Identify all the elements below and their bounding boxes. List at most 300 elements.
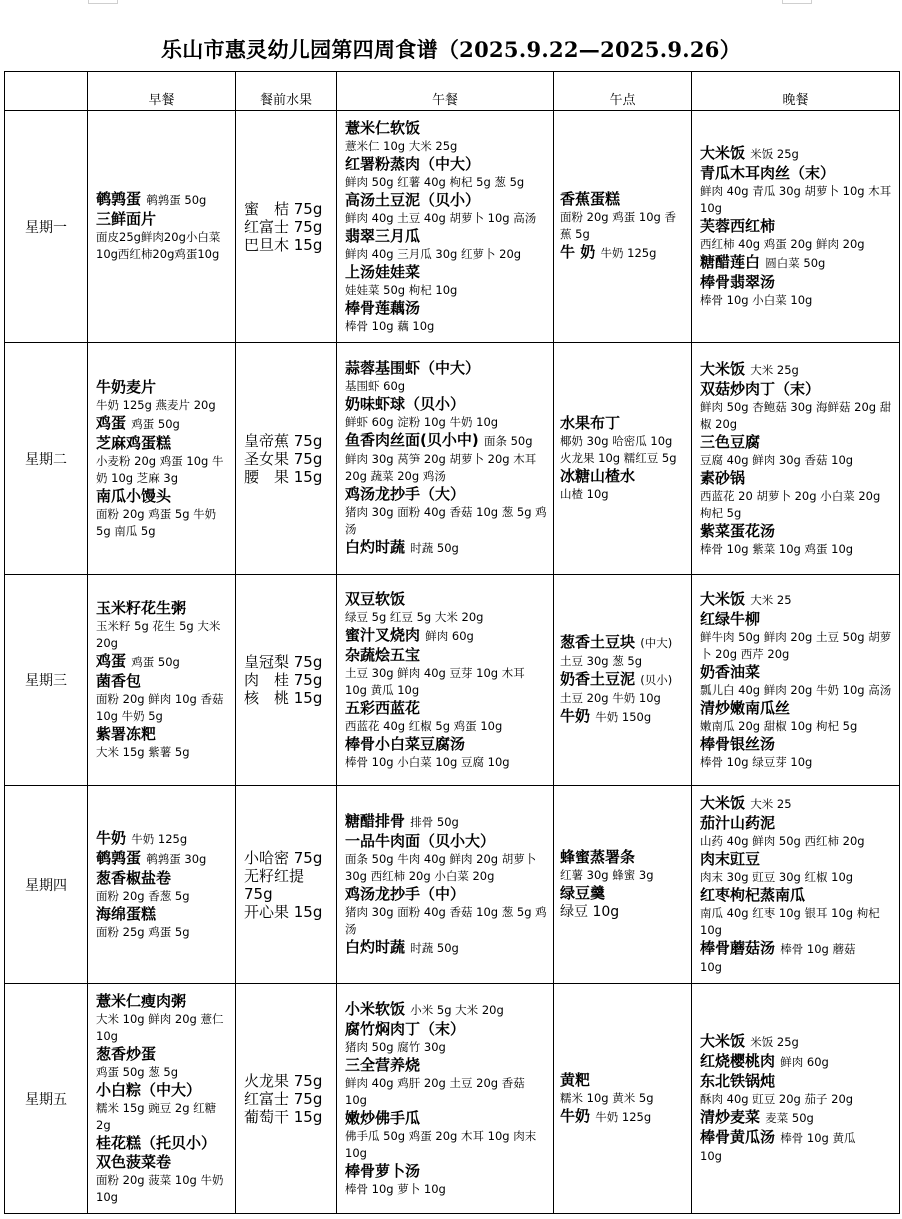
dish-name: [700, 794, 893, 814]
menu-table: [4, 71, 900, 1214]
dish-inline-ingredients: 麦菜 50g: [765, 1111, 814, 1125]
dish-name: [560, 707, 685, 727]
dish-name: [96, 1134, 229, 1153]
dinner-cell: [692, 343, 900, 575]
dish-name: [700, 164, 893, 183]
dish-name: [96, 1045, 229, 1064]
dish-title: 鱼香肉丝面(贝小中): [345, 431, 479, 449]
dish-name: [560, 190, 685, 209]
dish-title: 海绵蛋糕: [96, 904, 157, 923]
dish-ingredients: 西蓝花 20 胡萝卜 20g 小白菜 20g 枸杞 5g: [700, 488, 881, 520]
dish-ingredients: 10g: [700, 1149, 722, 1163]
dish-inline-ingredients: 小米 5g 大米 20g: [410, 1002, 504, 1017]
dish-title: 红绿牛柳: [700, 609, 761, 628]
dinner-cell: [692, 984, 900, 1214]
dish-title: 牛奶: [560, 1106, 591, 1125]
dish-name: [345, 227, 547, 246]
dish-ingredients: 猪肉 50g 腐竹 30g: [345, 1039, 446, 1054]
dish-inline-ingredients: 鸡蛋 50g: [131, 655, 180, 669]
dish-ingredients: 鲜肉 40g 青瓜 30g 胡萝卜 10g 木耳 10g: [700, 184, 892, 215]
dish-name: [96, 599, 229, 618]
dish-name: [700, 217, 893, 236]
dish-inline-ingredients: 牛奶 150g: [595, 710, 652, 724]
dish-name: [345, 538, 547, 558]
dish-title: 牛奶: [96, 828, 127, 847]
dish-ingredients: 嫩南瓜 20g 甜椒 10g 枸杞 5g: [700, 718, 858, 733]
fruit-item: 核 桃 15g: [244, 689, 323, 707]
fruit-cell: [236, 575, 337, 786]
dish-ingredients: 面粉 20g 鸡蛋 10g 香蕉 5g: [560, 210, 676, 241]
dish-title: 大米饭: [700, 589, 746, 608]
dish-ingredients: 面粉 20g 菠菜 10g 牛奶 10g: [96, 1172, 224, 1204]
dish-name: [700, 469, 893, 488]
lunch-cell: [337, 111, 554, 343]
dish-title: 大米饭: [700, 144, 746, 162]
dish-ingredients: 棒骨 10g 绿豆芽 10g: [700, 754, 813, 769]
dish-ingredients: 鲜肉 40g 三月瓜 30g 红萝卜 20g: [345, 246, 522, 261]
dish-title: 黄粑: [560, 1070, 591, 1089]
dish-title: 薏米仁瘦肉粥: [96, 991, 187, 1010]
dish-title: 蒜蓉基围虾（中大）: [345, 359, 481, 377]
dish-name: [700, 590, 893, 610]
fruit-item: 无籽红提: [244, 866, 305, 885]
dish-title: 三全营养烧: [345, 1055, 421, 1074]
dish-name: [560, 670, 685, 690]
fruit-item: 圣女果 75g: [244, 449, 323, 468]
dish-ingredients: 面粉 20g 鲜肉 10g 香菇 10g 牛奶 5g: [96, 692, 224, 723]
dish-name: [345, 119, 547, 138]
dish-name: [345, 626, 547, 646]
dish-inline-ingredients: (中大): [640, 636, 673, 650]
snack-cell: [554, 575, 692, 786]
dish-name: [560, 1071, 685, 1090]
dish-title: 蜂蜜蒸署条: [560, 847, 636, 866]
dish-title: 棒骨莲藕汤: [345, 298, 421, 317]
day-row: [5, 786, 900, 984]
dish-title: 鸡汤龙抄手（大）: [345, 485, 466, 503]
dish-ingredients: 鲜肉 50g 杏鲍菇 30g 海鲜菇 20g 甜椒 20g: [700, 399, 892, 431]
day-row: [5, 111, 900, 343]
dish-inline-ingredients: 鲜肉 60g: [425, 628, 474, 643]
dish-name: [560, 467, 685, 486]
dish-title: 五彩西蓝花: [345, 698, 421, 717]
dish-title: 芝麻鸡蛋糕: [96, 433, 172, 452]
dish-title: 素砂锅: [700, 468, 746, 487]
header-blank: [5, 72, 88, 111]
day-label: 星期二: [5, 343, 88, 575]
dish-title: 东北铁锅炖: [700, 1072, 776, 1090]
dish-name: [96, 869, 229, 888]
dish-inline-ingredients: 面条 50g: [483, 434, 533, 448]
dish-name: [700, 253, 893, 273]
dish-name: [96, 829, 229, 849]
dish-name: [700, 610, 893, 629]
dish-inline-ingredients: 米饭 25g: [750, 1035, 799, 1049]
dish-inline-ingredients: 棒骨 10g 黄瓜: [780, 1131, 856, 1145]
dish-name: [345, 735, 547, 754]
fruit-item: 腰 果 15g: [244, 467, 323, 486]
dish-ingredients: 猪肉 30g 面粉 40g 香菇 10g 葱 5g 鸡汤: [345, 505, 547, 536]
dish-title: 南瓜小馒头: [96, 486, 172, 505]
dish-name: [700, 433, 893, 452]
dish-name: [700, 1072, 893, 1091]
dish-title: 小米软饭: [345, 999, 406, 1018]
dish-name: [345, 395, 547, 414]
dish-name: [96, 652, 229, 672]
dish-ingredients: 基围虾 60g: [345, 379, 406, 393]
dish-name: [700, 814, 893, 833]
day-row: [5, 984, 900, 1214]
dish-title: 肉末豇豆: [700, 849, 761, 868]
dish-title: 糖醋排骨: [345, 811, 406, 830]
dish-ingredients: 小麦粉 20g 鸡蛋 10g 牛奶 10g 芝麻 3g: [96, 453, 224, 485]
dish-inline-ingredients: 牛奶 125g: [600, 246, 657, 260]
dish-inline-ingredients: 大米 25: [750, 592, 792, 607]
dish-title: 棒骨蘑菇汤: [700, 938, 776, 957]
dish-ingredients: 棒骨 10g 萝卜 10g: [345, 1181, 446, 1196]
day-label: 星期三: [5, 575, 88, 786]
fruit-item: 火龙果 75g: [244, 1071, 323, 1090]
dish-title: 棒骨翡翠汤: [700, 273, 776, 291]
dish-inline-ingredients: 大米 25g: [750, 362, 799, 377]
dish-title: 紫署冻粑: [96, 725, 157, 743]
dish-title: 菌香包: [96, 672, 142, 690]
fruit-item: 75g: [244, 884, 273, 903]
dish-inline-ingredients: 鲜肉 60g: [780, 1055, 829, 1069]
lunch-cell: [337, 575, 554, 786]
dish-ingredients: 棒骨 10g 小白菜 10g: [700, 293, 813, 307]
dish-ingredients: 糯米 15g 豌豆 2g 红糖 2g: [96, 1100, 217, 1132]
dish-inline-ingredients: 时蔬 50g: [410, 940, 459, 955]
dish-ingredients: 糯米 10g 黄米 5g: [560, 1090, 654, 1105]
dish-inline-ingredients: 牛奶 125g: [595, 1109, 652, 1124]
dish-ingredients: 瓢儿白 40g 鲜肉 20g 牛奶 10g 高汤: [700, 682, 892, 697]
dish-ingredients: 棒骨 10g 紫菜 10g 鸡蛋 10g: [700, 541, 854, 556]
dish-title: 紫菜蛋花汤: [700, 521, 776, 540]
dish-inline-ingredients: 牛奶 125g: [131, 831, 188, 846]
dish-ingredients: 山药 40g 鲜肉 50g 西红柿 20g: [700, 833, 865, 848]
dish-name: [96, 672, 229, 691]
dish-title: 牛奶: [560, 707, 591, 725]
dish-title: 白灼时蔬: [345, 937, 406, 956]
dish-ingredients: 酥肉 40g 豇豆 20g 茄子 20g: [700, 1092, 854, 1106]
dish-name: [345, 263, 547, 282]
dish-inline-ingredients: 鹌鹑蛋 30g: [146, 851, 207, 866]
dish-title: 红烧樱桃肉: [700, 1052, 776, 1070]
dish-name: [560, 848, 685, 867]
dish-title: 双色菠菜卷: [96, 1152, 172, 1171]
dish-inline-ingredients: 棒骨 10g 蘑菇: [780, 941, 856, 956]
dish-name: [96, 210, 229, 229]
dish-ingredients: 面皮25g鲜肉20g小白菜10g西红柿20g鸡蛋10g: [96, 230, 221, 261]
day-label: 星期一: [5, 111, 88, 343]
snack-cell: [554, 984, 692, 1214]
dish-name: [560, 1107, 685, 1127]
dish-name: [345, 191, 547, 210]
dish-title: 牛 奶: [560, 243, 596, 261]
dish-name: [700, 380, 893, 399]
dish-name: [345, 1109, 547, 1128]
fruit-item: 开心果 15g: [244, 902, 323, 921]
dish-title: 白灼时蔬: [345, 538, 406, 556]
dish-name: [700, 273, 893, 292]
header-breakfast: 早餐: [88, 72, 236, 111]
dish-title: 蜜汁叉烧肉: [345, 625, 421, 644]
dish-name: [345, 1000, 547, 1020]
dish-title: 鸡蛋: [96, 413, 127, 432]
dish-ingredients: 鲜肉 40g 土豆 40g 胡萝卜 10g 高汤: [345, 210, 537, 225]
dish-name: [345, 431, 547, 451]
fruit-cell: [236, 984, 337, 1214]
day-row: [5, 575, 900, 786]
dish-inline-ingredients: 鹌鹑蛋 50g: [146, 193, 207, 207]
dish-title: 棒骨黄瓜汤: [700, 1128, 776, 1146]
dish-name: [96, 378, 229, 397]
dish-title: 香蕉蛋糕: [560, 190, 621, 208]
dish-title: 葱香土豆块: [560, 633, 636, 651]
dish-title: 玉米籽花生粥: [96, 599, 187, 617]
fruit-cell: [236, 786, 337, 984]
dish-title: 水果布丁: [560, 414, 621, 432]
dish-title: 上汤娃娃菜: [345, 262, 421, 281]
dish-title: 牛奶麦片: [96, 377, 157, 396]
dish-title: 翡翠三月瓜: [345, 226, 421, 245]
day-label: 星期四: [5, 786, 88, 984]
dinner-cell: [692, 111, 900, 343]
dish-name: [345, 1162, 547, 1181]
dish-title: 红枣枸杞蒸南瓜: [700, 885, 806, 904]
snack-cell: [554, 786, 692, 984]
dish-ingredients: 面粉 20g 鸡蛋 5g 牛奶 5g 南瓜 5g: [96, 506, 217, 538]
dish-title: 棒骨银丝汤: [700, 734, 776, 753]
dish-inline-ingredients: (贝小): [640, 673, 673, 687]
dish-title: 红署粉蒸肉（中大）: [345, 154, 481, 173]
dish-ingredients: 绿豆 10g: [560, 903, 620, 920]
dish-name: [96, 725, 229, 744]
page-corner-mark-right: [782, 0, 812, 4]
header-lunch: 午餐: [337, 72, 554, 111]
lunch-cell: [337, 984, 554, 1214]
fruit-item: 小哈密 75g: [244, 848, 323, 867]
fruit-item: 红富士 75g: [244, 1089, 323, 1108]
day-row: [5, 343, 900, 575]
page-title: 乐山市惠灵幼儿园第四周食谱（2025.9.22—2025.9.26）: [160, 37, 741, 62]
dish-name: [700, 735, 893, 754]
dish-inline-ingredients: 排骨 50g: [410, 814, 459, 829]
header-snack: 午点: [554, 72, 692, 111]
dish-ingredients: 牛奶 125g 燕麦片 20g: [96, 397, 216, 412]
fruit-item: 巴旦木 15g: [244, 235, 323, 254]
dish-ingredients: 豆腐 40g 鲜肉 30g 香菇 10g: [700, 452, 854, 467]
dish-title: 鸡蛋: [96, 652, 127, 670]
dish-ingredients: 椰奶 30g 哈密瓜 10g 火龙果 10g 糯红豆 5g: [560, 434, 677, 465]
dish-title: 杂蔬烩五宝: [345, 645, 421, 664]
dish-ingredients: 鲜虾 60g 淀粉 10g 牛奶 10g: [345, 415, 499, 429]
fruit-cell: [236, 111, 337, 343]
lunch-cell: [337, 343, 554, 575]
dish-title: 奶香土豆泥: [560, 670, 636, 688]
dish-ingredients: 佛手瓜 50g 鸡蛋 20g 木耳 10g 肉末 10g: [345, 1128, 537, 1160]
dish-name: [345, 646, 547, 665]
dish-title: 大米饭: [700, 359, 746, 378]
dish-title: 葱香椒盐卷: [96, 868, 172, 887]
dish-ingredients: 面粉 25g 鸡蛋 5g: [96, 924, 190, 939]
dish-title: 大米饭: [700, 793, 746, 812]
dish-name: [345, 155, 547, 174]
header-dinner: 晚餐: [692, 72, 900, 111]
fruit-item: 肉 桂 75g: [244, 671, 323, 689]
dish-name: [345, 359, 547, 378]
dish-title: 高汤土豆泥（贝小）: [345, 190, 481, 209]
dish-ingredients: 大米 10g 鲜肉 20g 薏仁 10g: [96, 1011, 224, 1043]
dish-title: 葱香炒蛋: [96, 1044, 157, 1063]
dish-title: 大米饭: [700, 1032, 746, 1050]
dish-name: [700, 144, 893, 164]
day-label: 星期五: [5, 984, 88, 1214]
dish-name: [700, 850, 893, 869]
dish-name: [345, 885, 547, 904]
dish-name: [700, 886, 893, 905]
dish-name: [345, 1020, 547, 1039]
dish-ingredients: 鲜牛肉 50g 鲜肉 20g 土豆 50g 胡萝卜 20g 西芹 20g: [700, 629, 892, 661]
dish-name: [96, 992, 229, 1011]
dish-title: 冰糖山楂水: [560, 467, 636, 485]
dish-title: 清炒麦菜: [700, 1108, 761, 1126]
dish-title: 腐竹焖肉丁（末）: [345, 1019, 466, 1038]
dish-title: 棒骨萝卜汤: [345, 1161, 421, 1180]
dish-title: 桂花糕（托贝小）: [96, 1133, 217, 1152]
dish-name: [700, 939, 893, 959]
dish-ingredients: 猪肉 30g 面粉 40g 香菇 10g 葱 5g 鸡汤: [345, 904, 547, 936]
dish-title: 清炒嫩南瓜丝: [700, 698, 791, 717]
dish-title: 绿豆羹: [560, 883, 606, 902]
dish-title: 三鲜面片: [96, 210, 157, 228]
dinner-cell: [692, 786, 900, 984]
dish-ingredients: 娃娃菜 50g 枸杞 10g: [345, 282, 458, 297]
page-corner-mark-left: [88, 0, 118, 4]
dish-name: [96, 849, 229, 869]
dinner-cell: [692, 575, 900, 786]
dish-name: [96, 1081, 229, 1100]
dish-name: [96, 190, 229, 210]
dish-inline-ingredients: 时蔬 50g: [410, 541, 459, 555]
dish-name: [96, 1153, 229, 1172]
dish-inline-ingredients: 米饭 25g: [750, 147, 799, 161]
dish-name: [560, 414, 685, 433]
fruit-item: 红富士 75g: [244, 217, 323, 236]
dish-name: [96, 434, 229, 453]
dish-name: [96, 905, 229, 924]
dish-inline-ingredients: 圆白菜 50g: [765, 256, 826, 270]
dish-ingredients: 山楂 10g: [560, 487, 609, 501]
dish-name: [345, 699, 547, 718]
dish-ingredients: 10g: [700, 959, 722, 974]
dish-ingredients: 棒骨 10g 小白菜 10g 豆腐 10g: [345, 754, 510, 769]
fruit-item: 葡萄干 15g: [244, 1107, 323, 1126]
dish-ingredients: 面粉 20g 香葱 5g: [96, 888, 190, 903]
header-row: [5, 72, 900, 111]
breakfast-cell: [88, 984, 236, 1214]
dish-ingredients: 鲜肉 50g 红薯 40g 枸杞 5g 葱 5g: [345, 174, 525, 189]
dish-ingredients: 南瓜 40g 红枣 10g 银耳 10g 枸杞 10g: [700, 905, 880, 937]
dish-inline-ingredients: 大米 25: [750, 796, 792, 811]
header-fruit: 餐前水果: [236, 72, 337, 111]
dish-inline-ingredients: 鸡蛋 50g: [131, 416, 180, 431]
dish-ingredients: 薏米仁 10g 大米 25g: [345, 138, 458, 153]
dish-title: 芙蓉西红柿: [700, 217, 776, 235]
fruit-item: 皇冠梨 75g: [244, 653, 323, 671]
dish-name: [345, 299, 547, 318]
dish-title: 薏米仁软饭: [345, 118, 421, 137]
dish-name: [345, 590, 547, 609]
dish-ingredients: 棒骨 10g 藕 10g: [345, 318, 435, 333]
dish-title: 茄汁山药泥: [700, 813, 776, 832]
dish-name: [560, 243, 685, 263]
snack-cell: [554, 111, 692, 343]
dish-ingredients: 绿豆 5g 红豆 5g 大米 20g: [345, 609, 484, 624]
dish-ingredients: 西蓝花 40g 红椒 5g 鸡蛋 10g: [345, 718, 503, 733]
dish-title: 青瓜木耳肉丝（末）: [700, 164, 836, 182]
dish-name: [560, 633, 685, 653]
dish-title: 双豆软饭: [345, 589, 406, 608]
dish-ingredients: 鲜肉 30g 莴笋 20g 胡萝卜 20g 木耳 20g 蔬菜 20g 鸡汤: [345, 452, 537, 483]
dish-ingredients: 红薯 30g 蜂蜜 3g: [560, 867, 654, 882]
dish-name: [96, 414, 229, 434]
dish-ingredients: 面条 50g 牛肉 40g 鲜肉 20g 胡萝卜 30g 西红柿 20g 小白菜 20g: [345, 851, 537, 883]
dish-ingredients: 鸡蛋 50g 葱 5g: [96, 1064, 179, 1079]
dish-name: [345, 812, 547, 832]
dish-ingredients: 西红柿 40g 鸡蛋 20g 鲜肉 20g: [700, 237, 865, 251]
breakfast-cell: [88, 575, 236, 786]
dish-title: 小白粽（中大）: [96, 1080, 202, 1099]
dish-name: [700, 360, 893, 380]
dish-name: [700, 1032, 893, 1052]
dish-title: 鸡汤龙抄手（中）: [345, 884, 466, 903]
dish-name: [345, 938, 547, 958]
dish-title: 奶香油菜: [700, 662, 761, 681]
dish-name: [700, 699, 893, 718]
dish-name: [345, 832, 547, 851]
dish-name: [345, 1056, 547, 1075]
fruit-cell: [236, 343, 337, 575]
dish-ingredients: 肉末 30g 豇豆 30g 红椒 10g: [700, 869, 854, 884]
fruit-item: 皇帝蕉 75g: [244, 431, 323, 450]
dish-title: 奶味虾球（贝小）: [345, 395, 466, 413]
dish-title: 嫩炒佛手瓜: [345, 1108, 421, 1127]
snack-cell: [554, 343, 692, 575]
fruit-item: 蜜 桔 75g: [244, 199, 323, 218]
dish-title: 一品牛肉面（贝小大）: [345, 831, 496, 850]
dish-name: [96, 487, 229, 506]
dish-name: [345, 485, 547, 504]
lunch-cell: [337, 786, 554, 984]
dish-name: [700, 663, 893, 682]
dish-title: 棒骨小白菜豆腐汤: [345, 734, 466, 753]
dish-title: 双菇炒肉丁（末）: [700, 379, 821, 398]
dish-name: [700, 522, 893, 541]
dish-ingredients: 鲜肉 40g 鸡肝 20g 土豆 20g 香菇 10g: [345, 1075, 525, 1107]
dish-ingredients: 大米 15g 紫薯 5g: [96, 745, 190, 759]
dish-name: [700, 1052, 893, 1072]
breakfast-cell: [88, 786, 236, 984]
dish-title: 鹌鹑蛋: [96, 190, 142, 208]
dish-ingredients: 土豆 30g 鲜肉 40g 豆芽 10g 木耳 10g 黄瓜 10g: [345, 665, 525, 697]
dish-name: [700, 1108, 893, 1128]
dish-ingredients: 玉米籽 5g 花生 5g 大米 20g: [96, 619, 221, 650]
dish-name: [700, 1128, 893, 1148]
dish-title: 三色豆腐: [700, 432, 761, 451]
breakfast-cell: [88, 343, 236, 575]
